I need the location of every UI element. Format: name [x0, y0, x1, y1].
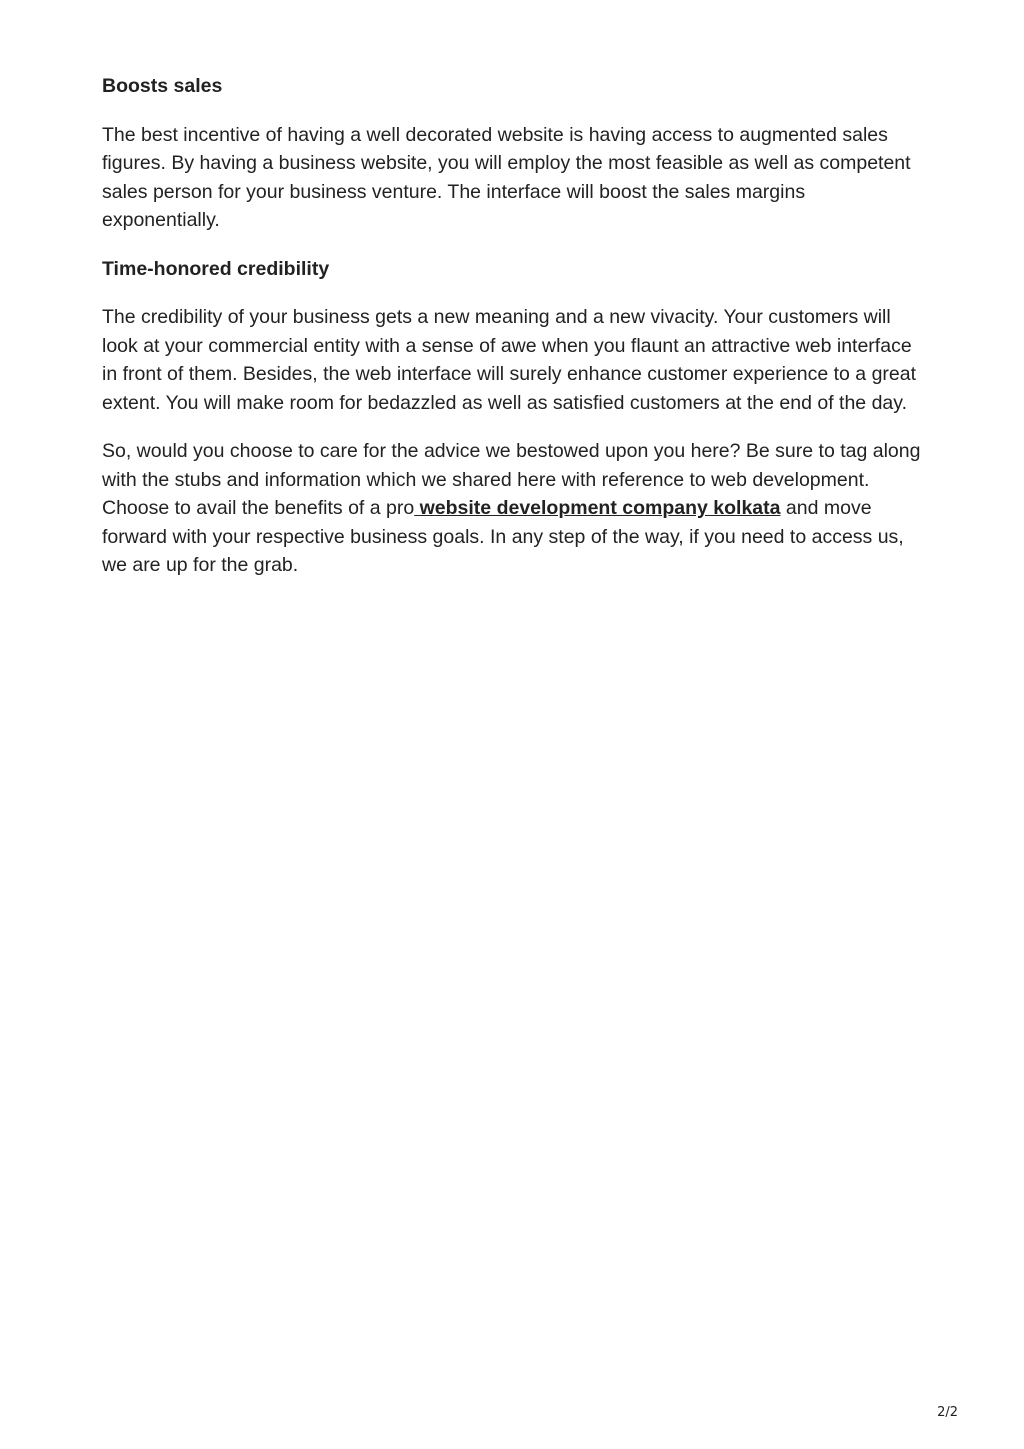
section-paragraph-boosts-sales: The best incentive of having a well decorated website is having access to augmented sales figures. By having a business website, you will employ the most feasible as well as competent sales person for your business venture. The interface will boost the sales margins exponentially.: [102, 123, 911, 231]
section-paragraph-credibility: The credibility of your business gets a new meaning and a new vivacity. Your customers will look at your commercial entity with a sense of awe when you flaunt an attractive web interface in front of them. Besides, the web interface will surely enhance customer experience to a great extent. You will make room for bedazzled as well as satisfied customers at the end of the day.: [102, 306, 917, 414]
page-number: 2/2: [937, 1405, 958, 1420]
section-heading-credibility: Time-honored credibility: [102, 257, 330, 280]
section-heading-boosts-sales: Boosts sales: [102, 75, 223, 97]
closing-text-after-link: and move forward with your respective business goals. In any step of the way, if you need to access us, we are up for the grab.: [102, 497, 904, 576]
closing-text-before-link: So, would you choose to care for the advice we bestowed upon you here? Be sure to tag along with the stubs and information which we shared here with reference to web development. Choose to avail the benefits of a pro: [102, 440, 921, 519]
document-body: [102, 72, 922, 600]
website-development-company-link[interactable]: website development company kolkata: [414, 497, 781, 519]
closing-paragraph: [102, 437, 922, 580]
